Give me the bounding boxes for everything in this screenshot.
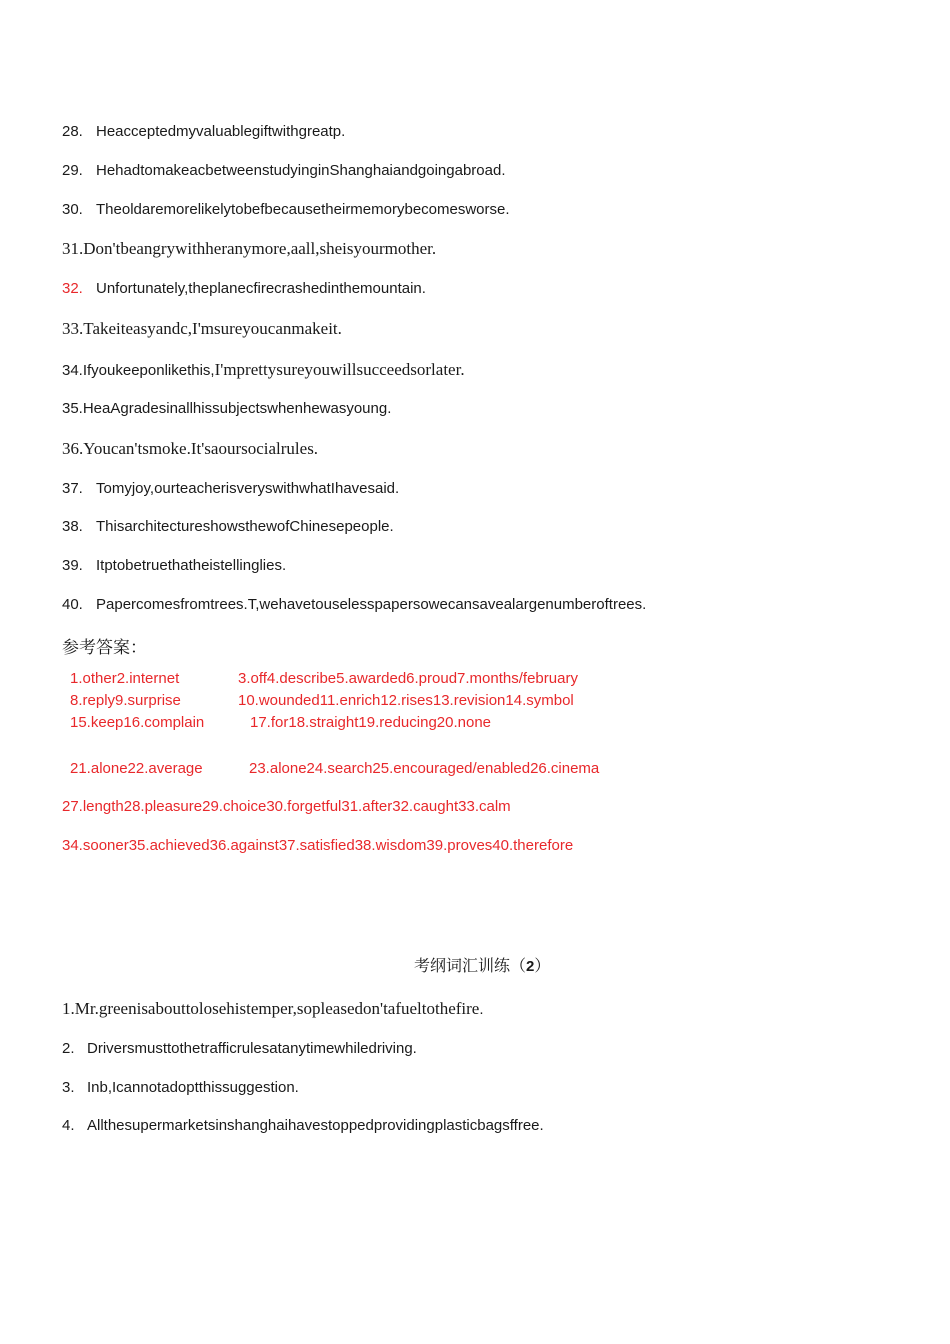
question-30 xyxy=(62,200,510,220)
answer-line: 1.other2.internet xyxy=(70,670,180,687)
question-35 xyxy=(62,399,391,419)
question-text: Heacceptedmyvaluablegiftwithgreatp. xyxy=(96,123,346,140)
question-33 xyxy=(62,319,342,339)
question-text: 33.Takeiteasyandc,I'msureyoucanmakeit. xyxy=(62,319,342,338)
question-text: Inb,Icannotadoptthissuggestion. xyxy=(87,1079,299,1096)
question-text: Theoldaremorelikelytobefbecausetheirmemorybecomesworse. xyxy=(96,201,510,218)
answer-line: 21.alone22.average xyxy=(70,760,203,777)
question-text: I'mprettysureyouwillsucceedsorlater. xyxy=(214,360,465,379)
question-36 xyxy=(62,439,318,459)
question-37 xyxy=(62,479,399,499)
question-text: Papercomesfromtrees.T,wehavetouselesspapersowecansavealargenumberoftrees. xyxy=(96,596,647,613)
question-text: Tomyjoy,ourteacherisveryswithwhatIhavesaid. xyxy=(96,480,400,497)
question-number: 32. xyxy=(62,280,83,297)
answer-line: 15.keep16.complain xyxy=(70,714,205,731)
question-number: 29. xyxy=(62,162,83,179)
question-29 xyxy=(62,161,505,181)
section2-question-2 xyxy=(62,1039,417,1059)
question-number: 37. xyxy=(62,480,83,497)
answer-line: 10.wounded11.enrich12.rises13.revision14.symbol xyxy=(238,692,574,709)
question-text: Driversmusttothetrafficrulesatanytimewhiledriving. xyxy=(87,1040,417,1057)
answer-line: 27.length28.pleasure29.choice30.forgetful31.after32.caught33.calm xyxy=(62,798,511,815)
answer-line: 23.alone24.search25.encouraged/enabled26.cinema xyxy=(249,760,600,777)
question-number: 30. xyxy=(62,201,83,218)
section-title-number: 2 xyxy=(526,958,535,975)
question-number: 2. xyxy=(62,1040,75,1057)
section-title-close: ） xyxy=(534,956,551,975)
answer-line: 34.sooner35.achieved36.against37.satisfied38.wisdom39.proves40.therefore xyxy=(62,837,574,854)
question-text: Itptobetruethatheistellinglies. xyxy=(96,557,287,574)
question-40 xyxy=(62,595,646,615)
question-number: 3. xyxy=(62,1079,75,1096)
question-text-suffix: . xyxy=(479,1001,484,1018)
section2-question-1 xyxy=(62,999,484,1020)
section-title xyxy=(414,955,550,978)
question-text-prefix: 34.Ifyoukeeponlikethis, xyxy=(62,362,215,379)
question-number: 40. xyxy=(62,596,83,613)
question-text: 35.HeaAgradesinallhissubjectswhenhewasyoung. xyxy=(62,400,392,417)
question-text: Unfortunately,theplanecfirecrashedinthemountain. xyxy=(96,280,426,297)
section2-question-3 xyxy=(62,1078,299,1098)
section2-question-4 xyxy=(62,1116,544,1136)
section-title-text: 考纲词汇训练（ xyxy=(414,956,527,975)
question-number: 39. xyxy=(62,557,83,574)
question-number: 4. xyxy=(62,1117,75,1134)
question-32 xyxy=(62,279,426,299)
question-28 xyxy=(62,122,345,142)
answer-line: 8.reply9.surprise xyxy=(70,692,181,709)
answers-heading: 参考答案： xyxy=(62,638,147,658)
question-31 xyxy=(62,239,436,259)
question-39 xyxy=(62,556,286,576)
question-text: 31.Don'tbeangrywithheranymore,aall,sheisyourmother. xyxy=(62,239,437,258)
question-38 xyxy=(62,517,394,537)
question-text: ThisarchitectureshowsthewofChinesepeople. xyxy=(96,518,394,535)
answer-line: 17.for18.straight19.reducing20.none xyxy=(250,714,492,731)
question-text: HehadtomakeacbetweenstudyinginShanghaiandgoingabroad. xyxy=(96,162,506,179)
question-number: 38. xyxy=(62,518,83,535)
question-text: 36.Youcan'tsmoke.It'saoursocialrules. xyxy=(62,439,319,458)
question-text: 1.Mr.greenisabouttolosehistemper,sopleasedon'tafueltothefire xyxy=(62,999,480,1018)
answer-line: 3.off4.describe5.awarded6.proud7.months/february xyxy=(238,670,578,687)
question-text: Allthesupermarketsinshanghaihavestoppedprovidingplasticbagsffree. xyxy=(87,1117,544,1134)
question-number: 28. xyxy=(62,123,83,140)
question-34 xyxy=(62,360,465,381)
